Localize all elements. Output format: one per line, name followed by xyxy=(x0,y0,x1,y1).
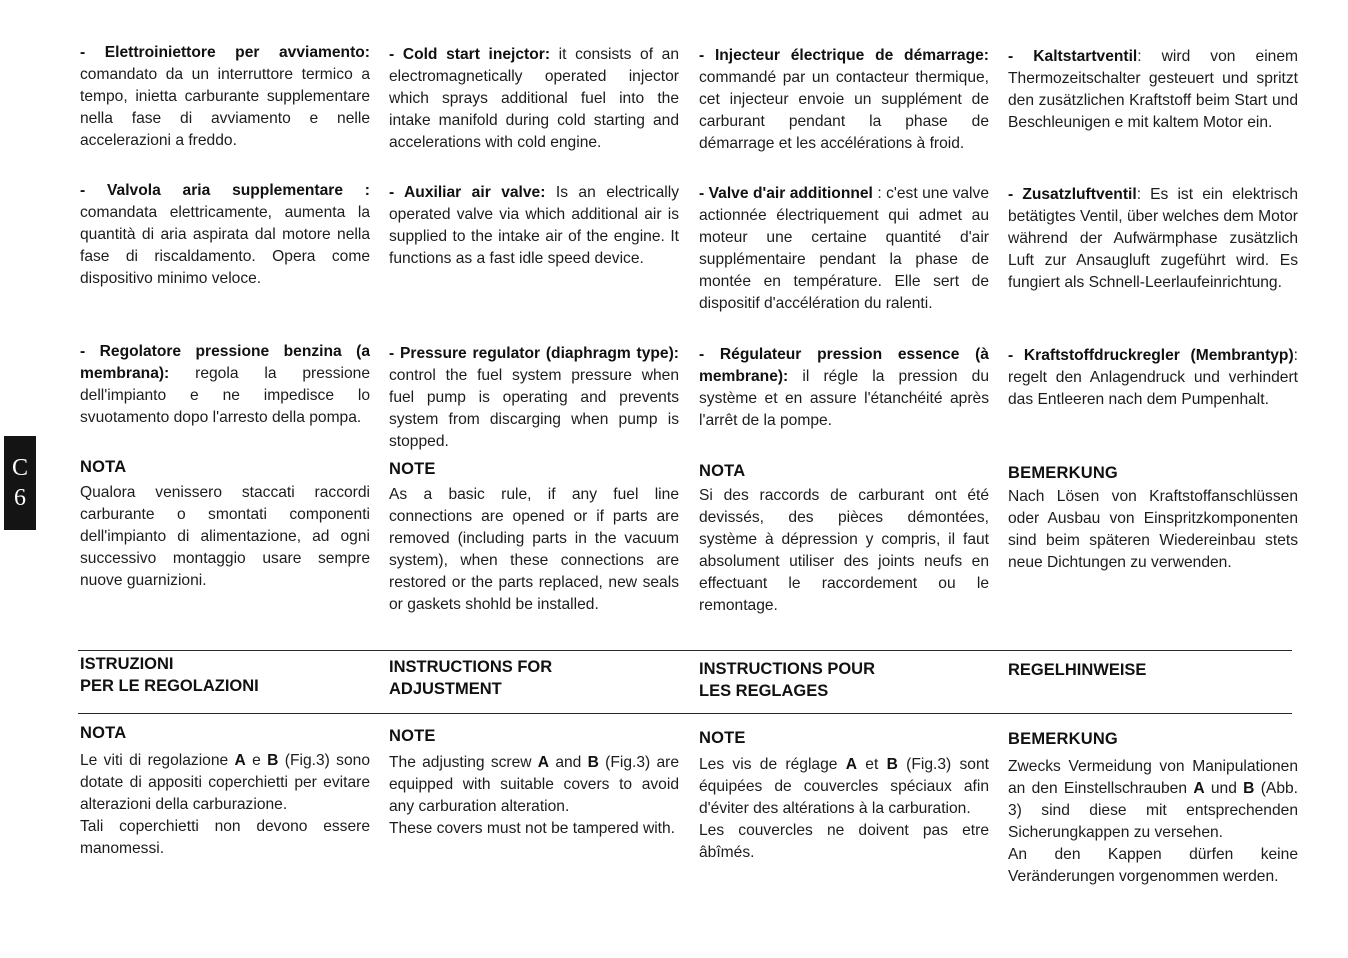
note-text: Qualora venissero staccati raccordi carburante o smontati componenti dell'impianto di alimentazione, ad ogni successivo montaggio usare sempre nuove guarnizioni. xyxy=(80,484,370,589)
note-heading: NOTA xyxy=(80,458,127,476)
air-valve-paragraph: - Zusatzluftventil: Es ist ein elektrisch betätigtes Ventil, über welches dem Motor während der Aufwärmphase zusätzlich Luft zur Ansaugluft zugeführt wird. Es fungiert als Schnell-Leerlaufeinrichtung. xyxy=(1008,186,1298,291)
regulator-paragraph: - Pressure regulator (diaphragm type): control the fuel system pressure when fuel pump is operating and prevents system from discarging when pump is stopped. xyxy=(389,345,679,450)
section-title: INSTRUCTIONS POUR LES REGLAGES xyxy=(699,660,876,700)
injector-paragraph: - Injecteur électrique de démarrage: commandé par un contacteur thermique, cet injecteur envoie un supplément de carburant pendant la phase de démarrage et les accélérations à froid. xyxy=(699,47,989,152)
note2-text: Le viti di regolazione A e B (Fig.3) sono dotate di appositi coperchietti per evitare alterazioni della carburazione. Tali coperchietti non devono essere manomessi. xyxy=(80,752,370,857)
section-title: REGELHINWEISE xyxy=(1008,661,1147,679)
section-rule-bottom xyxy=(78,713,1292,714)
note-heading: NOTE xyxy=(389,460,436,478)
note2-text: Les vis de réglage A et B (Fig.3) sont équipées de couvercles spéciaux afin d'éviter des altérations à la carburation. Les couvercles ne doivent pas etre âbîmés. xyxy=(699,756,989,861)
note2-text: The adjusting screw A and B (Fig.3) are equipped with suitable covers to avoid any carburation alteration. These covers must not be tampered with. xyxy=(389,754,679,837)
regulator-paragraph: - Regolatore pressione benzina (a membrana): regola la pressione dell'impianto e ne impedisce lo svuotamento dopo l'arresto della pompa. xyxy=(80,343,370,426)
note-heading: BEMERKUNG xyxy=(1008,464,1118,482)
air-valve-paragraph: - Valvola aria supplementare : comandata elettricamente, aumenta la quantità di aria aspirata dal motore nella fase di riscaldamento. Opera come dispositivo minimo veloce. xyxy=(80,182,370,287)
note2-heading: BEMERKUNG xyxy=(1008,730,1118,748)
note2-text: Zwecks Vermeidung von Manipulationen an den Einstellschrauben A und B (Abb. 3) sind diese mit entsprechenden Sicherungkappen zu versehen. An den Kappen dürfen keine Veränderungen vorgenommen werden. xyxy=(1008,758,1298,885)
chapter-tab xyxy=(4,436,36,530)
injector-paragraph: - Kaltstartventil: wird von einem Thermozeitschalter gesteuert und spritzt den zusätzlichen Kraftstoff beim Start und Beschleunigen e mit kaltem Motor ein. xyxy=(1008,48,1298,131)
note2-heading: NOTE xyxy=(699,729,746,747)
note2-heading: NOTE xyxy=(389,727,436,745)
note-text: Nach Lösen von Kraftstoffanschlüssen oder Ausbau von Einspritzkomponenten sind beim späteren Wiedereinbau stets neue Dichtungen zu verwenden. xyxy=(1008,488,1298,571)
note2-heading: NOTA xyxy=(80,724,127,742)
section-title: ISTRUZIONI PER LE REGOLAZIONI xyxy=(80,655,259,695)
note-heading: NOTA xyxy=(699,462,746,480)
air-valve-paragraph: - Auxiliar air valve: Is an electrically operated valve via which additional air is supplied to the intake air of the engine. It functions as a fast idle speed device. xyxy=(389,184,679,267)
chapter-letter: C xyxy=(11,455,28,481)
regulator-paragraph: - Régulateur pression essence (à membrane): il régle la pression du système et en assure l'étanchéité après l'arrêt de la pompe. xyxy=(699,346,989,429)
section-rule-top xyxy=(78,650,1292,651)
note-text: As a basic rule, if any fuel line connections are opened or if parts are removed (including parts in the vacuum system), when these connections are restored or the parts replaced, new seals or gaskets shohld be installed. xyxy=(389,486,679,613)
chapter-number: 6 xyxy=(14,485,26,511)
air-valve-paragraph: - Valve d'air additionnel : c'est une valve actionnée électriquement qui admet au moteur une certaine quantité d'air supplémentaire pendant la phase de montée en température. Elle sert de dispositif d'accélération du ralenti. xyxy=(699,185,989,312)
injector-paragraph: - Elettroiniettore per avviamento: comandato da un interruttore termico a tempo, inietta carburante supplementare nella fase di avviamento e nelle accelerazioni a freddo. xyxy=(80,44,370,149)
note-text: Si des raccords de carburant ont été devissés, des pièces démontées, système à dépression y compris, il faut absolument utiliser des joints neufs en effectuant le raccordement ou le remontage. xyxy=(699,487,989,614)
section-title: INSTRUCTIONS FOR ADJUSTMENT xyxy=(389,658,553,698)
injector-paragraph: - Cold start inejctor: it consists of an electromagnetically operated injector which sprays additional fuel into the intake manifold during cold starting and accelerations with cold engine. xyxy=(389,46,679,151)
regulator-paragraph: - Kraftstoffdruckregler (Membrantyp): regelt den Anlagendruck und verhindert das Entleeren nach dem Pumpenhalt. xyxy=(1008,347,1298,408)
